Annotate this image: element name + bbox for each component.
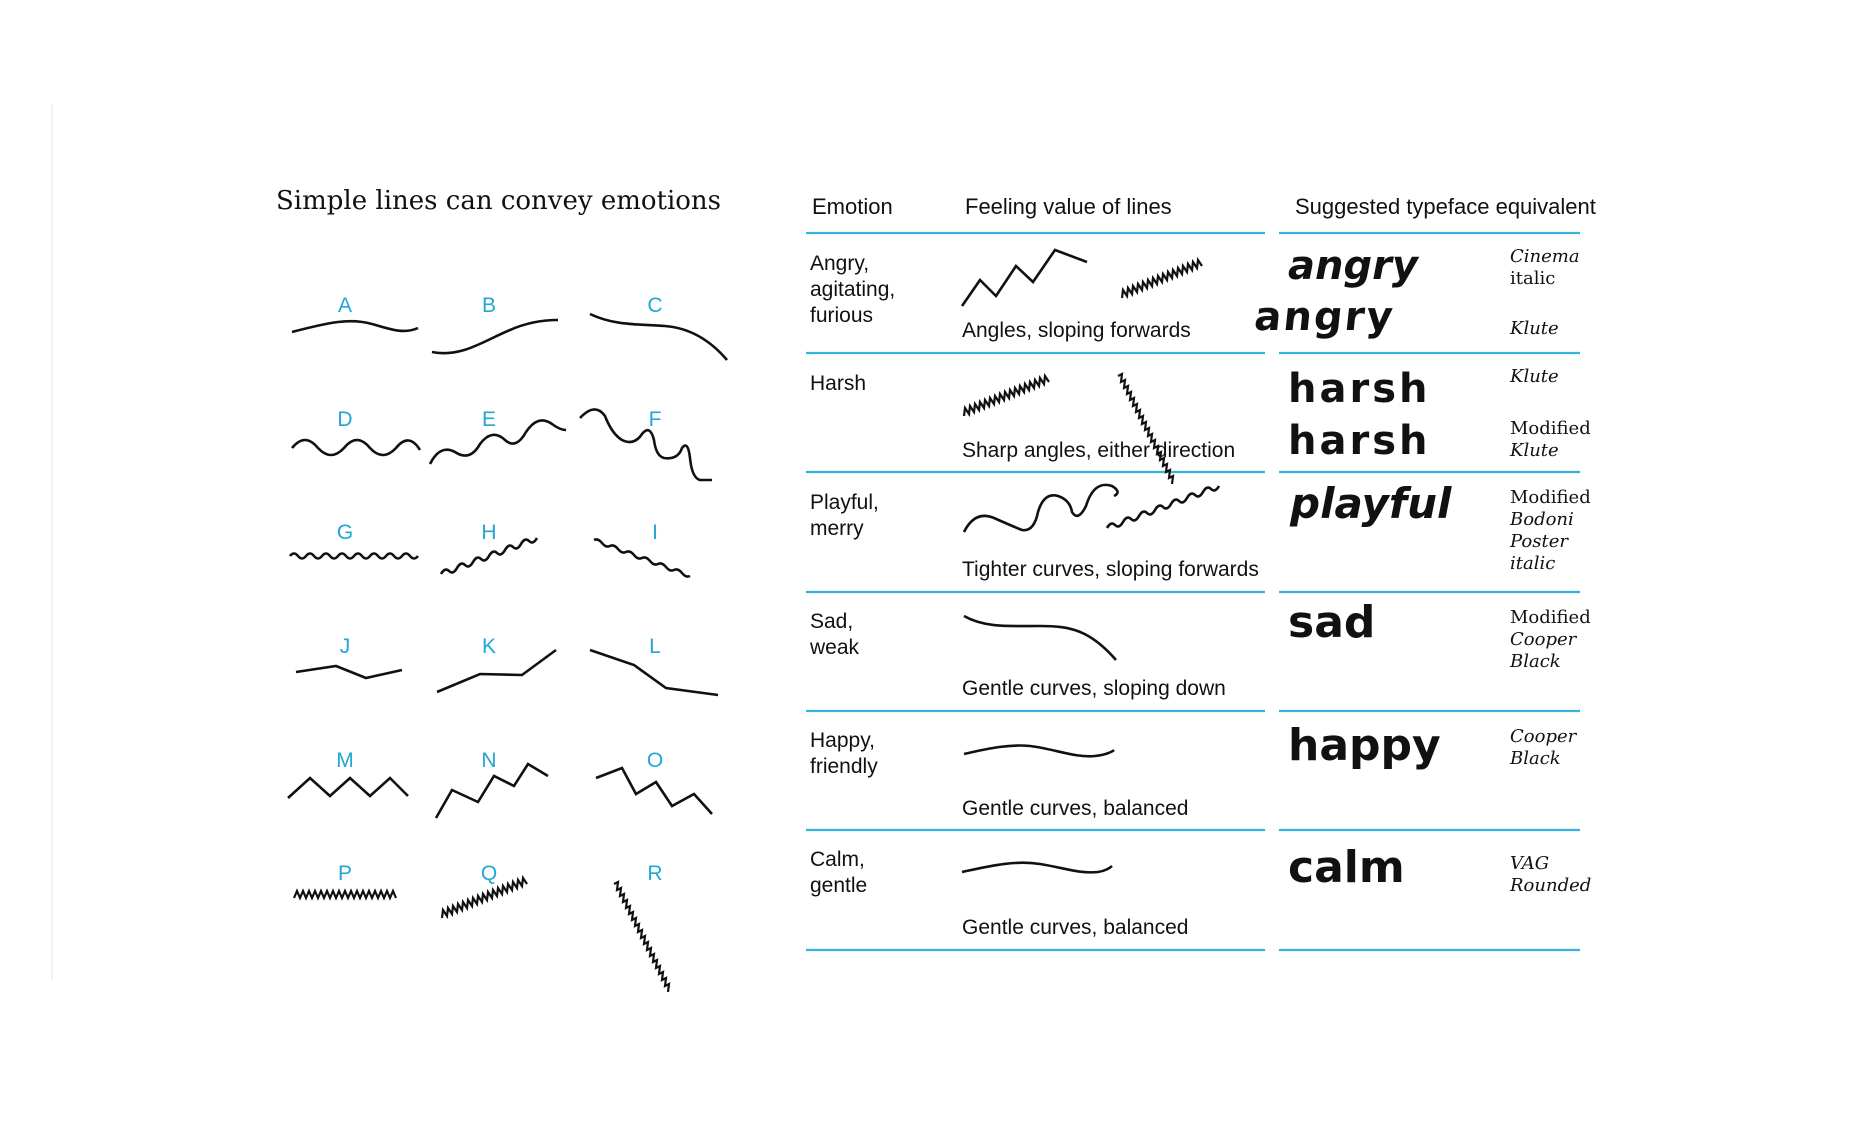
emotion-text: agitating, [810, 278, 896, 301]
feeling-text: Tighter curves, sloping forwards [962, 558, 1259, 581]
typeface-sample: harsh [1288, 418, 1431, 464]
feeling-text: Gentle curves, balanced [962, 916, 1189, 939]
typeface-note: Klute [1510, 318, 1559, 339]
typeface-note: italic [1510, 553, 1556, 574]
emotion-text: weak [810, 636, 860, 659]
line-label: R [647, 862, 663, 885]
emotion-text: Sad, [810, 610, 854, 633]
typeface-note: Poster [1510, 531, 1568, 552]
typeface-sample: happy [1288, 720, 1441, 771]
emotion-text: merry [810, 517, 864, 540]
typeface-note: Klute [1510, 366, 1559, 387]
left-panel-title: Simple lines can convey emotions [276, 186, 722, 216]
line-label: F [648, 408, 662, 431]
emotion-text: Angry, [810, 252, 870, 275]
feeling-text: Sharp angles, either direction [962, 439, 1236, 462]
typeface-sample: harsh [1288, 366, 1431, 412]
line-label: I [652, 521, 658, 544]
typeface-note: Black [1510, 651, 1561, 672]
typeface-note: Modified [1510, 607, 1591, 628]
line-label: B [481, 294, 497, 317]
line-label: H [481, 521, 497, 544]
header-typeface: Suggested typeface equivalent [1295, 194, 1596, 219]
line-label: D [337, 408, 353, 431]
typeface-note: Modified [1510, 418, 1591, 439]
line-label: G [336, 521, 354, 544]
typeface-note: Bodoni [1510, 509, 1574, 530]
header-emotion: Emotion [812, 194, 893, 219]
emotion-text: Calm, [810, 848, 865, 871]
typeface-sample: angry [1252, 294, 1397, 340]
emotion-text: Harsh [810, 372, 867, 395]
typeface-sample: calm [1288, 842, 1405, 893]
feeling-text: Gentle curves, sloping down [962, 677, 1226, 700]
typeface-note: Modified [1510, 487, 1591, 508]
typeface-note: Cinema [1510, 246, 1580, 267]
typeface-sample: angry [1288, 243, 1418, 289]
emotion-text: Playful, [810, 491, 879, 514]
typeface-sample: playful [1290, 479, 1452, 528]
emotion-text: friendly [810, 755, 878, 778]
emotion-text: furious [810, 304, 874, 327]
typeface-sample: sad [1288, 597, 1376, 648]
typeface-note: Cooper [1510, 629, 1577, 650]
line-label: J [339, 635, 351, 658]
typeface-note: Klute [1510, 440, 1559, 461]
line-label: M [336, 749, 354, 772]
line-label: K [481, 635, 497, 658]
emotion-text: Happy, [810, 729, 875, 752]
line-label: N [481, 749, 497, 772]
typeface-note: Cooper [1510, 726, 1577, 747]
line-label: E [481, 408, 497, 431]
feeling-text: Gentle curves, balanced [962, 797, 1189, 820]
typeface-note: Black [1510, 748, 1561, 769]
line-label: Q [480, 862, 498, 885]
typeface-note: italic [1510, 268, 1556, 289]
feeling-text: Angles, sloping forwards [962, 319, 1191, 342]
line-label: L [649, 635, 661, 658]
typeface-note: VAG [1510, 853, 1550, 874]
line-label: O [646, 749, 664, 772]
header-feeling: Feeling value of lines [965, 194, 1172, 219]
line-label: C [647, 294, 663, 317]
line-label: A [337, 294, 353, 317]
typeface-note: Rounded [1510, 875, 1592, 896]
emotion-text: gentle [810, 874, 868, 897]
line-label: P [337, 862, 353, 885]
